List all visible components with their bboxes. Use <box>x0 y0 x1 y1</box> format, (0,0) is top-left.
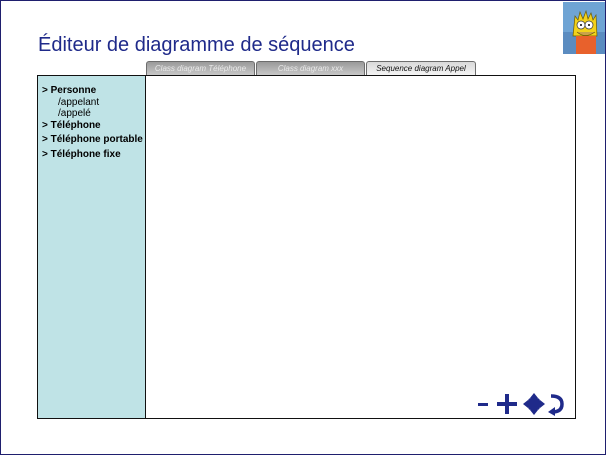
element-sidebar <box>37 75 146 419</box>
tree-item-telephone-fixe[interactable]: > Téléphone fixe <box>42 149 121 160</box>
element-tree <box>42 84 143 161</box>
move-icon[interactable] <box>522 392 546 416</box>
tree-subitem-appele[interactable]: /appelé <box>58 108 91 119</box>
tree-subitem-appelant[interactable]: /appelant <box>58 97 100 108</box>
tree-item-personne[interactable]: > Personne <box>42 85 97 96</box>
tab-class-diagram-xxx[interactable]: Class diagram xxx <box>256 61 365 75</box>
avatar-image <box>563 2 605 54</box>
rotate-icon[interactable] <box>548 392 564 416</box>
diagram-canvas[interactable] <box>145 75 576 419</box>
tree-item-telephone-portable[interactable]: > Téléphone portable <box>42 134 143 145</box>
tree-item-telephone[interactable]: > Téléphone <box>42 120 101 131</box>
tab-class-diagram-telephone[interactable]: Class diagram Téléphone <box>146 61 255 75</box>
zoom-in-icon[interactable] <box>496 392 518 416</box>
tab-sequence-diagram-appel[interactable]: Sequence diagram Appel <box>366 61 476 75</box>
avatar <box>563 2 605 54</box>
page-title: Éditeur de diagramme de séquence <box>38 34 355 56</box>
zoom-out-icon[interactable] <box>476 392 490 416</box>
